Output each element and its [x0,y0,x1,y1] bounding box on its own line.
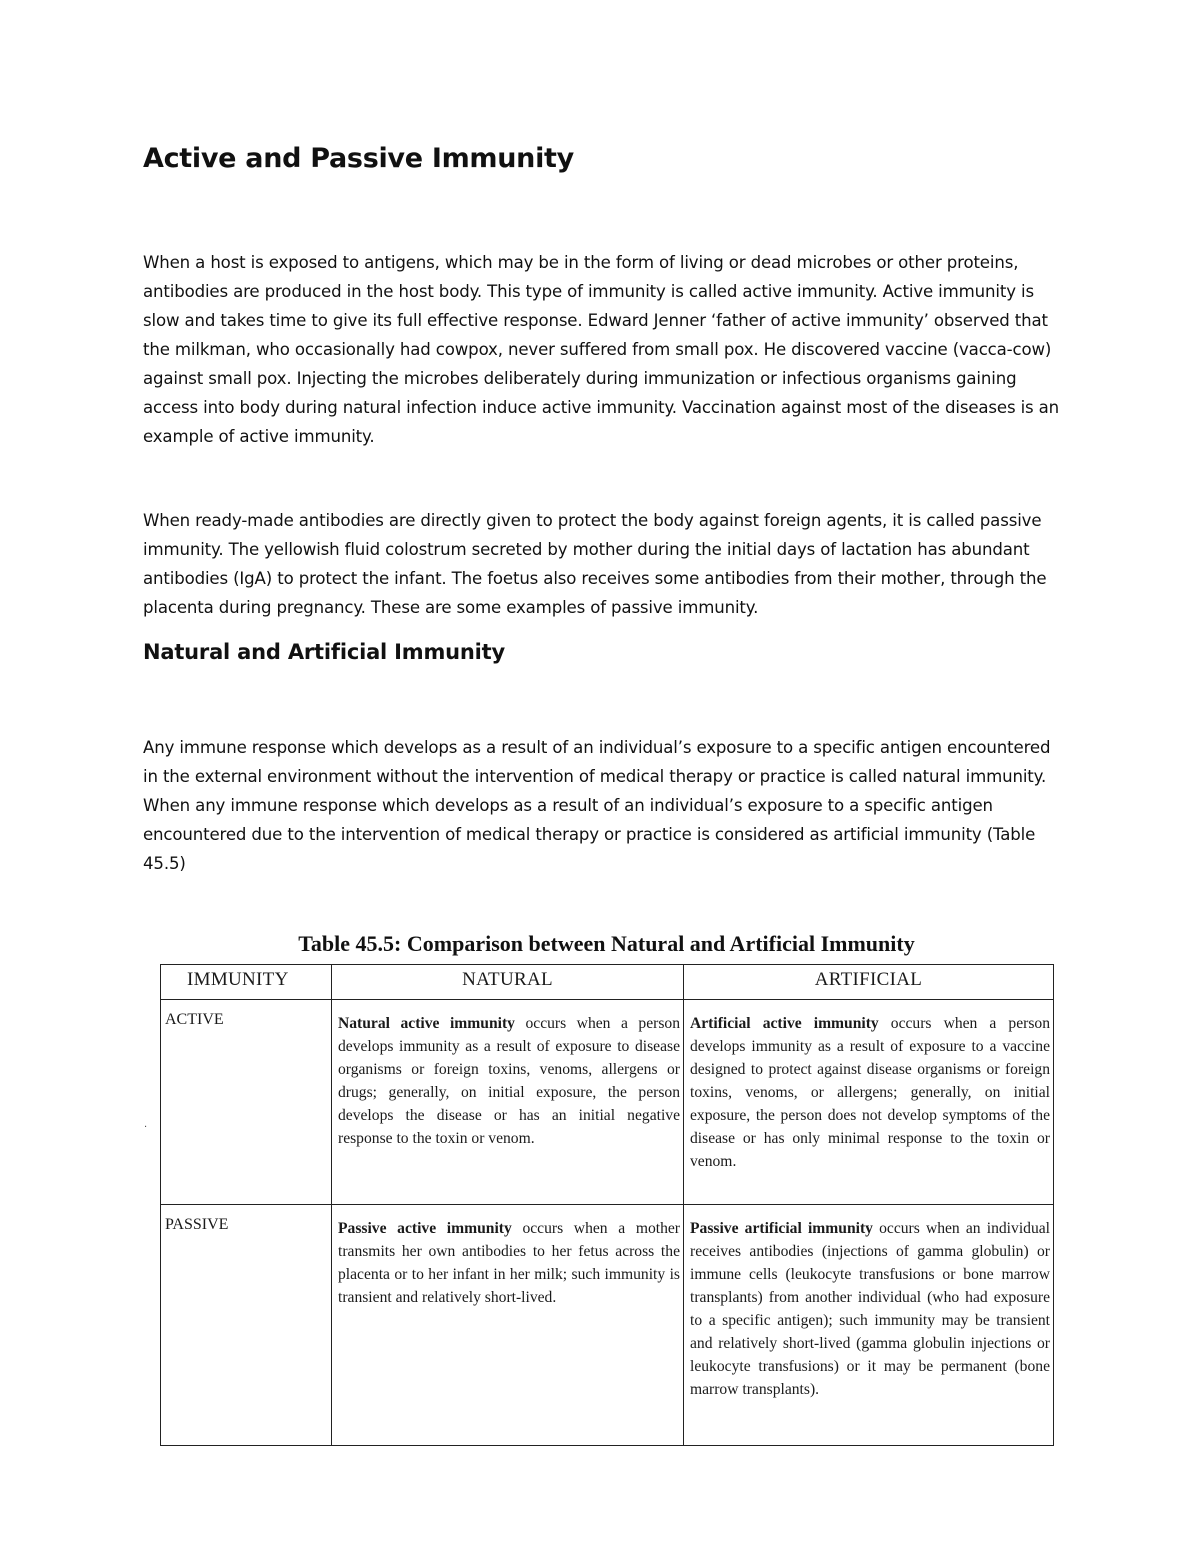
paragraph-natural-artificial: Any immune response which develops as a result of an individual’s exposure to a specific antigen encountered in the external environment without the intervention of medical therapy or practice is called natural immunity. When any immune response which develops as a result of an individual’s exposure to a specific antigen encountered due to the intervention of medical therapy or practice is considered as artificial immunity (Table 45.5) [143,738,1051,873]
paragraph-passive-immunity: When ready-made antibodies are directly given to protect the body against foreign agents, it is called passive immunity. The yellowish fluid colostrum secreted by mother during the initial days of lactation has abundant antibodies (IgA) to protect the infant. The foetus also receives some antibodies from their mother, through the placenta during pregnancy. These are some examples of passive immunity. [143,511,1047,617]
row-label-passive: PASSIVE [161,1205,332,1446]
comparison-table [160,964,1054,1446]
term-natural-active: Natural active immunity [338,1015,515,1032]
table-row [161,1000,1054,1205]
term-artificial-active: Artificial active immunity [690,1015,879,1032]
definition-natural-active: occurs when a person develops immunity as a result of exposure to disease organisms or foreign toxins, venoms, allergens or drugs; generally, on initial exposure, the person develops the disease or has an initial negative response to the toxin or venom. [338,1015,680,1147]
table-header-row [161,965,1054,1000]
cell-artificial-passive [684,1205,1054,1446]
paragraph-active-immunity: When a host is exposed to antigens, which may be in the form of living or dead microbes or other proteins, antibodies are produced in the host body. This type of immunity is called active immunity. Active immunity is slow and takes time to give its full effective response. Edward Jenner ‘father of active immunity’ observed that the milkman, who occasionally had cowpox, never suffered from small pox. He discovered vaccine (vacca-cow) against small pox. Injecting the microbes deliberately during immunization or infectious organisms gaining access into body during natural infection induce active immunity. Vaccination against most of the diseases is an example of active immunity. [143,253,1060,446]
row-label-active: ACTIVE [161,1000,332,1205]
page-title: Active and Passive Immunity [143,143,574,174]
section-heading-natural-artificial: Natural and Artificial Immunity [143,640,505,664]
header-natural: NATURAL [332,965,684,1000]
table-caption: Table 45.5: Comparison between Natural and Artificial Immunity [298,931,915,956]
cell-natural-active [332,1000,684,1205]
cell-natural-passive [332,1205,684,1446]
term-artificial-passive: Passive artificial immunity [690,1220,873,1237]
header-artificial: ARTIFICIAL [684,965,1054,1000]
term-natural-passive: Passive active immunity [338,1220,512,1237]
definition-artificial-passive: occurs when an individual receives antibodies (injections of gamma globulin) or immune cells (leukocyte transfusions or bone marrow transplants) from another individual (who had exposure to a specific antigen); such immunity may be transient and relatively short-lived (gamma globulin injections or leukocyte transfusions) or it may be permanent (bone marrow transplants). [690,1220,1050,1398]
cell-artificial-active [684,1000,1054,1205]
table-row [161,1205,1054,1446]
header-immunity: IMMUNITY [161,965,332,1000]
margin-mark: · [144,1122,148,1133]
definition-natural-passive: occurs when a mother transmits her own antibodies to her fetus across the placenta or to her infant in her milk; such immunity is transient and relatively short-lived. [338,1220,680,1306]
definition-artificial-active: occurs when a person develops immunity as a result of exposure to a vaccine designed to protect against disease organisms or foreign toxins, venoms, or allergens; generally, on initial exposure, the person does not develop symptoms of the disease or has only minimal response to the toxin or venom. [690,1015,1050,1170]
